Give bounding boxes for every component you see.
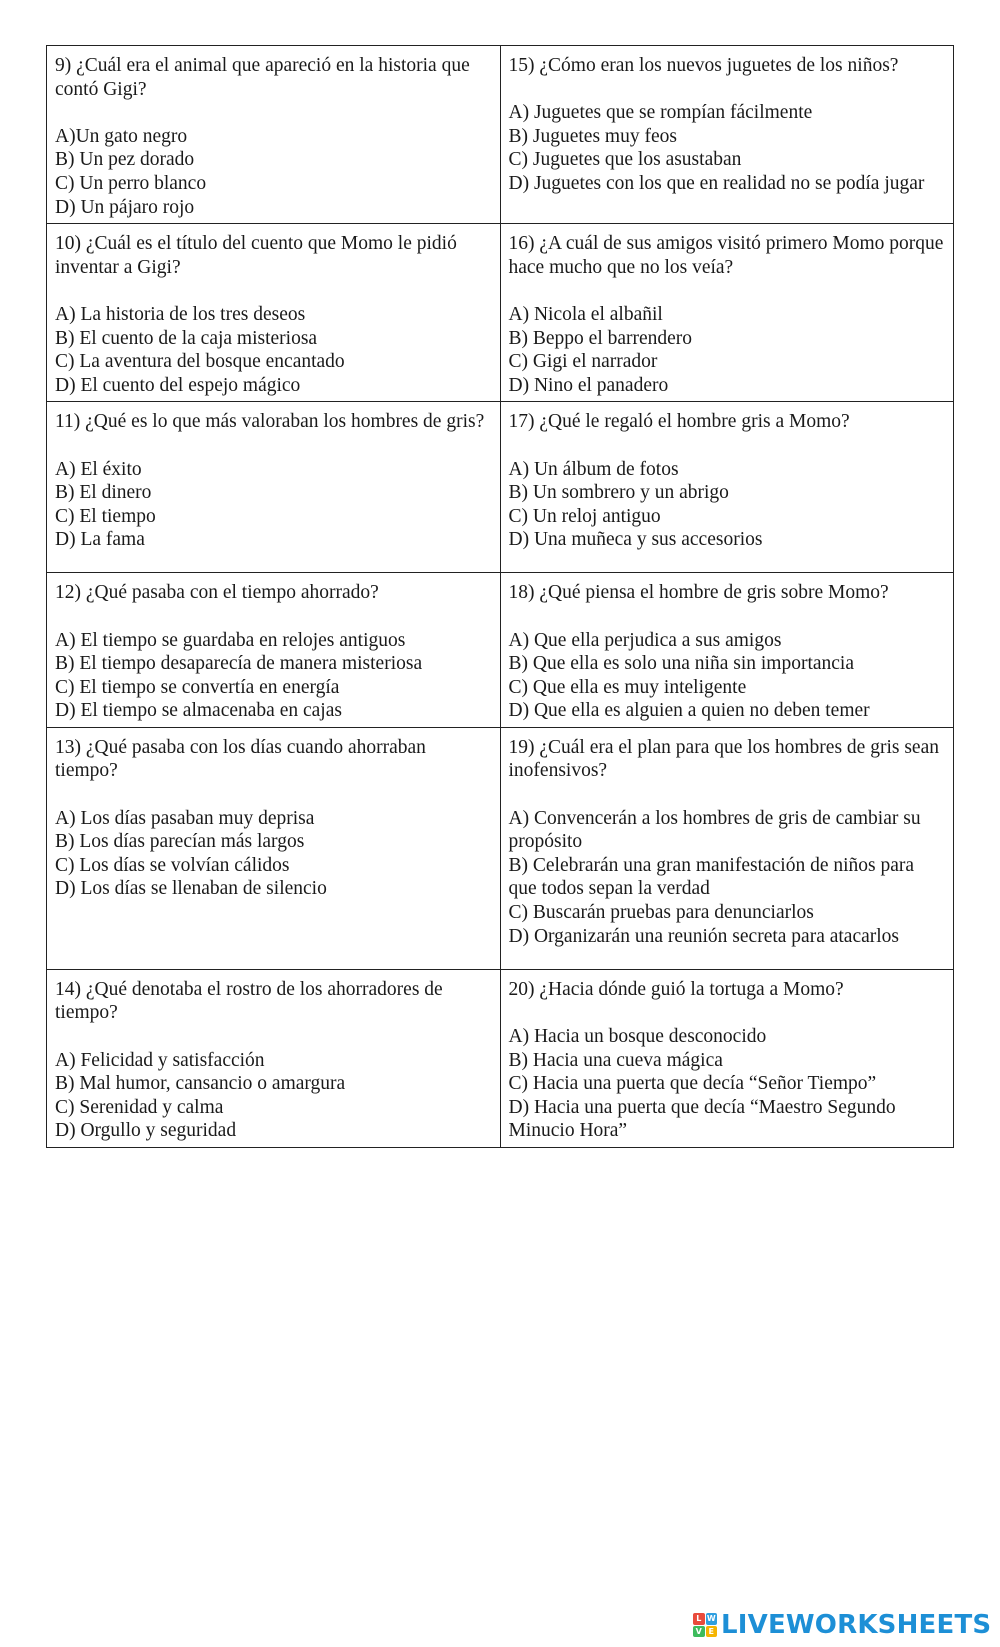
option-c: C) El tiempo [55, 505, 156, 527]
question-cell [47, 46, 501, 224]
option-d: D) Orgullo y seguridad [55, 1120, 237, 1142]
option-c: C) La aventura del bosque encantado [55, 351, 345, 373]
option-b: B) Juguetes muy feos [508, 125, 677, 147]
option-d: D) Un pájaro rojo [55, 196, 195, 218]
option-a: A) Juguetes que se rompían fácilmente [508, 102, 813, 124]
question-text: 16) ¿A cuál de sus amigos visitó primero Momo porque hace mucho que no los veía? [508, 233, 944, 278]
question-cell [47, 224, 501, 402]
option-a: A)Un gato negro [55, 125, 188, 147]
option-a: A) Felicidad y satisfacción [55, 1049, 265, 1071]
question-cell [500, 727, 954, 969]
option-a: A) Hacia un bosque desconocido [508, 1026, 767, 1048]
table-row [47, 402, 954, 573]
logo-letter-w: W [706, 1614, 716, 1624]
question-cell [47, 969, 501, 1147]
option-d: D) Los días se llenaban de silencio [55, 878, 327, 900]
option-a: A) Los días pasaban muy deprisa [55, 807, 315, 829]
quiz-table [46, 45, 954, 1148]
option-c: C) Juguetes que los asustaban [508, 149, 742, 171]
question-cell [500, 46, 954, 224]
option-b: B) Los días parecían más largos [55, 831, 305, 853]
option-d: D) La fama [55, 529, 145, 551]
logo-letter-v: V [693, 1626, 705, 1638]
question-text: 11) ¿Qué es lo que más valoraban los hombres de gris? [55, 411, 485, 433]
option-a: A) El tiempo se guardaba en relojes antiguos [55, 629, 406, 651]
logo-letter-e: E [706, 1626, 718, 1638]
option-d: D) Nino el panadero [508, 374, 669, 396]
option-c: C) Un reloj antiguo [508, 505, 661, 527]
option-d: D) Organizarán una reunión secreta para atacarlos [508, 925, 900, 947]
table-row [47, 969, 954, 1147]
option-c: C) El tiempo se convertía en energía [55, 676, 340, 698]
option-c: C) Serenidad y calma [55, 1096, 224, 1118]
option-b: B) Un pez dorado [55, 149, 195, 171]
table-row [47, 46, 954, 224]
option-a: A) La historia de los tres deseos [55, 303, 306, 325]
option-b: B) El cuento de la caja misteriosa [55, 327, 318, 349]
question-text: 13) ¿Qué pasaba con los días cuando ahorraban tiempo? [55, 736, 426, 782]
question-text: 18) ¿Qué piensa el hombre de gris sobre Momo? [508, 582, 889, 604]
option-b: B) Beppo el barrendero [508, 327, 693, 349]
option-c: C) Gigi el narrador [508, 351, 658, 373]
option-d: D) Juguetes con los que en realidad no se podía jugar [508, 172, 925, 194]
option-b: B) El dinero [55, 482, 152, 504]
option-d: D) Una muñeca y sus accesorios [508, 529, 763, 551]
question-cell [47, 402, 501, 573]
question-text: 10) ¿Cuál es el título del cuento que Momo le pidió inventar a Gigi? [55, 233, 457, 278]
option-d: D) Que ella es alguien a quien no deben temer [508, 700, 870, 722]
option-b: B) Que ella es solo una niña sin importancia [508, 653, 854, 675]
liveworksheets-wordmark: LIVEWORKSHEETS [721, 1610, 992, 1640]
question-text: 17) ¿Qué le regaló el hombre gris a Momo? [508, 411, 850, 433]
option-b: B) Hacia una cueva mágica [508, 1049, 723, 1071]
liveworksheets-logo-icon [693, 1613, 717, 1637]
logo-letter-l: L [693, 1613, 705, 1625]
option-b: B) Celebrarán una gran manifestación de niños para que todos sepan la verdad [508, 854, 915, 900]
option-a: A) Nicola el albañil [508, 303, 663, 325]
option-b: B) El tiempo desaparecía de manera misteriosa [55, 653, 423, 675]
question-text: 19) ¿Cuál era el plan para que los hombres de gris sean inofensivos? [508, 736, 939, 782]
option-c: C) Un perro blanco [55, 172, 207, 194]
option-c: C) Hacia una puerta que decía “Señor Tiempo” [508, 1073, 877, 1095]
option-d: D) Hacia una puerta que decía “Maestro Segundo Minucio Hora” [508, 1096, 896, 1142]
question-cell [47, 573, 501, 728]
option-b: B) Mal humor, cansancio o amargura [55, 1073, 346, 1095]
table-row [47, 573, 954, 728]
option-c: C) Que ella es muy inteligente [508, 676, 747, 698]
table-row [47, 224, 954, 402]
question-text: 9) ¿Cuál era el animal que apareció en la historia que contó Gigi? [55, 55, 470, 100]
question-text: 15) ¿Cómo eran los nuevos juguetes de los niños? [508, 55, 899, 76]
question-text: 14) ¿Qué denotaba el rostro de los ahorradores de tiempo? [55, 978, 443, 1024]
option-b: B) Un sombrero y un abrigo [508, 482, 729, 504]
option-a: A) El éxito [55, 458, 142, 480]
question-text: 12) ¿Qué pasaba con el tiempo ahorrado? [55, 582, 379, 604]
table-row [47, 727, 954, 969]
option-d: D) El tiempo se almacenaba en cajas [55, 700, 342, 722]
liveworksheets-logo[interactable] [693, 1610, 991, 1640]
option-a: A) Un álbum de fotos [508, 458, 679, 480]
option-a: A) Convencerán a los hombres de gris de cambiar su propósito [508, 807, 921, 853]
option-c: C) Buscarán pruebas para denunciarlos [508, 902, 814, 924]
question-cell [500, 224, 954, 402]
question-cell [47, 727, 501, 969]
question-text: 20) ¿Hacia dónde guió la tortuga a Momo? [508, 978, 844, 1000]
question-cell [500, 402, 954, 573]
option-d: D) El cuento del espejo mágico [55, 374, 301, 396]
option-c: C) Los días se volvían cálidos [55, 854, 290, 876]
question-cell [500, 573, 954, 728]
option-a: A) Que ella perjudica a sus amigos [508, 629, 782, 651]
question-cell [500, 969, 954, 1147]
